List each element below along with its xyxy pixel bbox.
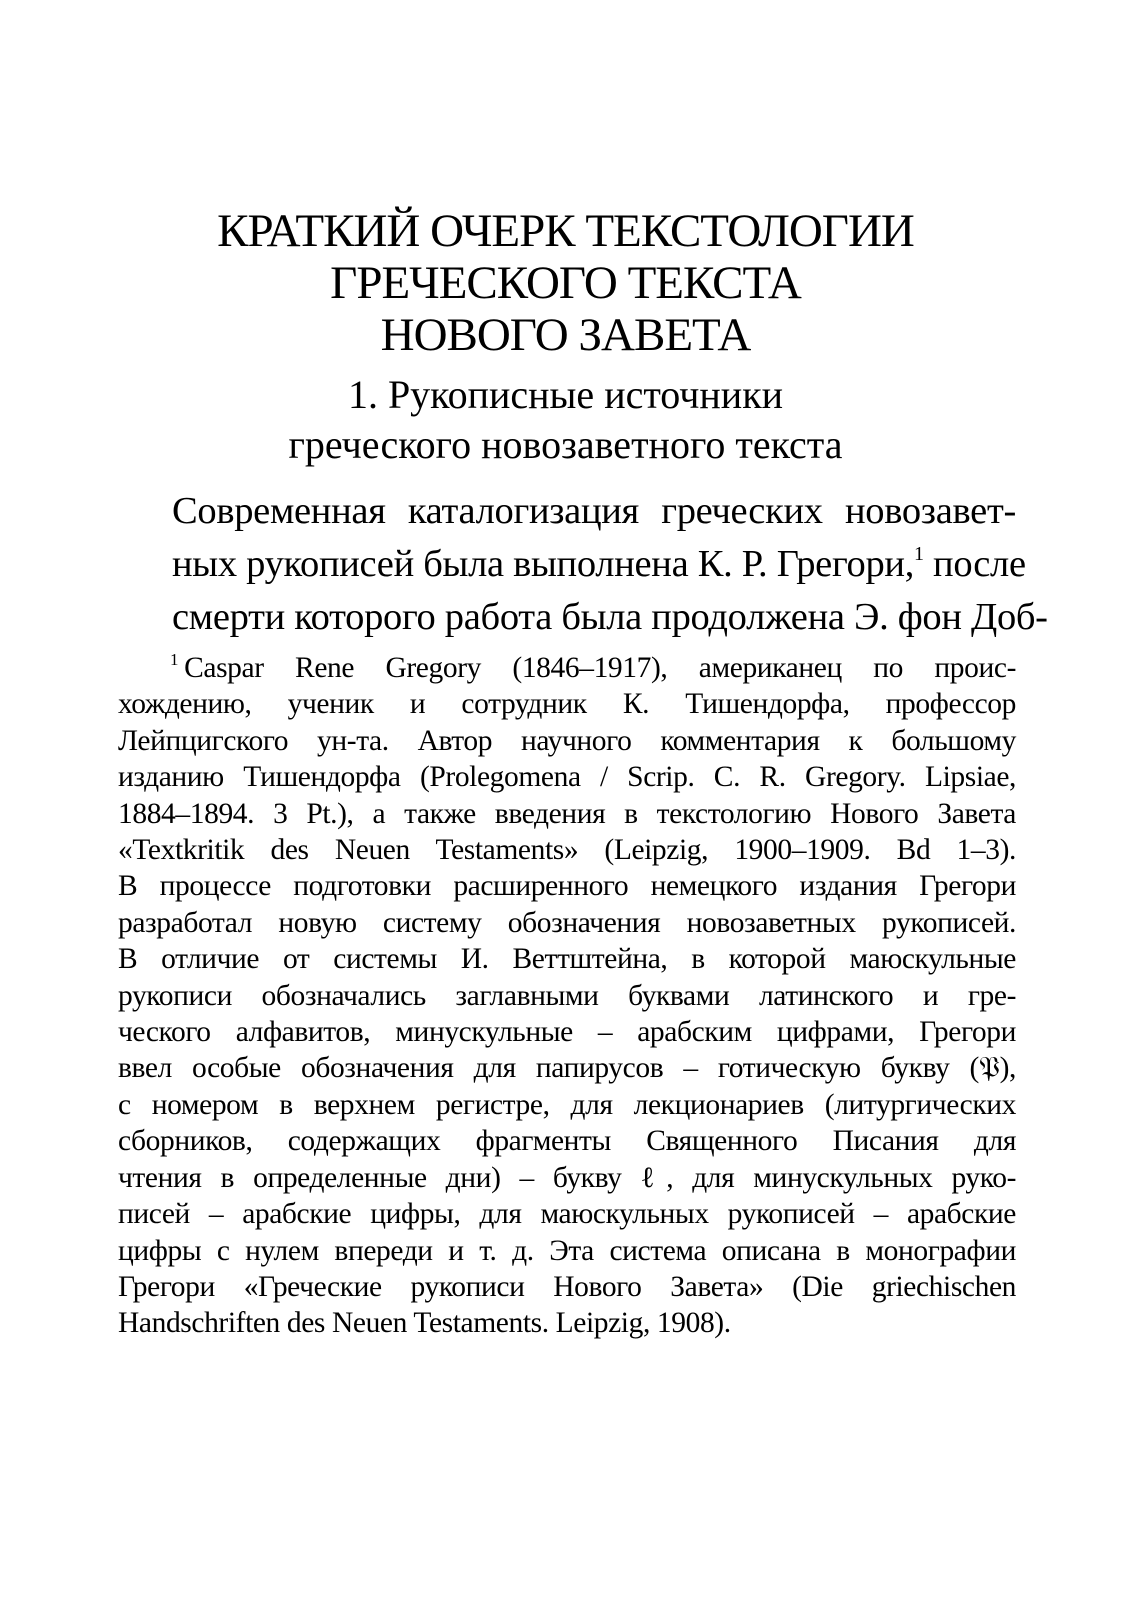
chapter-title-line-3: НОВОГО ЗАВЕТА	[380, 309, 751, 361]
footnote-line-1	[118, 650, 1016, 686]
chapter-title-line-2: ГРЕЧЕСКОГО ТЕКСТА	[330, 257, 801, 309]
body-paragraph	[172, 485, 1048, 644]
body-line-3: смерти которого работа была продолжена Э. фон Доб-	[172, 596, 1048, 638]
footnote-line-4: изданию Тишендорфа (Prolegomena / Scrip. C. R. Gregory. Lipsiae,	[118, 761, 1016, 794]
footnote	[118, 650, 1016, 1342]
body-line-2	[172, 538, 1026, 591]
footnote-line-3: Лейпцигского ун-та. Автор научного комментария к большому	[118, 724, 1016, 757]
body-line-1: Современная каталогизация греческих новозавет-	[172, 490, 1016, 532]
footnote-line-10: рукописи обозначались заглавными буквами латинского и гре-	[118, 979, 1016, 1012]
section-heading-line-2: греческого новозаветного текста	[288, 422, 843, 467]
chapter-title-line-1: КРАТКИЙ ОЧЕРК ТЕКСТОЛОГИИ	[217, 205, 914, 257]
footnote-line-13: с номером в верхнем регистре, для лекционариев (литургических	[118, 1088, 1016, 1121]
footnote-line-12: ввел особые обозначения для папирусов – готическую букву (𝔓),	[118, 1052, 1016, 1085]
footnote-line-7: В процессе подготовки расширенного немецкого издания Грегори	[118, 870, 1016, 903]
footnote-line-9: В отличие от системы И. Веттштейна, в которой маюскульные	[118, 943, 1016, 976]
footnote-line-14: сборников, содержащих фрагменты Священного Писания для	[118, 1125, 1016, 1158]
section-heading-line-1: 1. Рукописные источники	[347, 372, 784, 417]
section-heading	[0, 370, 1131, 470]
footnote-line-19: Handschriften des Neuen Testaments. Leipzig, 1908).	[118, 1307, 731, 1340]
body-line-2-tail: после	[923, 543, 1026, 585]
footnote-line-17: цифры с нулем впереди и т. д. Эта система описана в монографии	[118, 1234, 1016, 1267]
footnote-line-18: Грегори «Греческие рукописи Нового Завета» (Die griechischen	[118, 1270, 1016, 1303]
footnote-line-2: хождению, ученик и сотрудник К. Тишендорфа, профессор	[118, 688, 1016, 721]
chapter-title	[0, 205, 1131, 361]
footnote-line-8: разработал новую систему обозначения новозаветных рукописей.	[118, 906, 1016, 939]
footnote-marker: 1	[170, 650, 179, 669]
footnote-line-11: ческого алфавитов, минускульные – арабским цифрами, Грегори	[118, 1016, 1016, 1049]
footnote-line-16: писей – арабские цифры, для маюскульных рукописей – арабские	[118, 1198, 1016, 1231]
footnote-line-1-text: Caspar Rene Gregory (1846–1917), американец по проис-	[184, 652, 1016, 684]
body-line-2-text: ных рукописей была выполнена К. Р. Грегори,	[172, 543, 915, 585]
footnote-line-15: чтения в определенные дни) – букву ℓ, для минускульных руко-	[118, 1161, 1016, 1194]
footnote-reference[interactable]: 1	[914, 543, 924, 565]
footnote-line-5: 1884–1894. 3 Pt.), а также введения в текстологию Нового Завета	[118, 797, 1016, 830]
footnote-line-6: «Textkritik des Neuen Testaments» (Leipzig, 1900–1909. Bd 1–3).	[118, 834, 1016, 867]
